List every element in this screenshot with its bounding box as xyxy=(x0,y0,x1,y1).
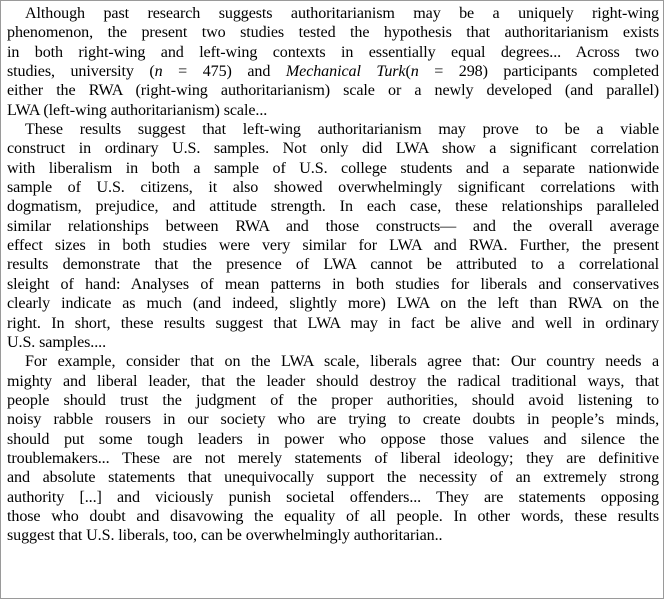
paragraph-3-line xyxy=(7,526,659,545)
paragraph-2-line xyxy=(7,236,659,255)
text-run: in both right-wing and left-wing contexts in essentially equal degrees... Across two xyxy=(7,43,659,61)
paragraph-3-line xyxy=(7,352,659,371)
paragraph-2-line xyxy=(7,255,659,274)
text-run: authority [...] and viciously punish societal offenders... They are statements opposing xyxy=(7,488,659,506)
paragraph-1-line xyxy=(7,101,659,120)
paragraph-3-line xyxy=(7,372,659,391)
text-run: should put some tough leaders in power who oppose those values and silence the xyxy=(7,430,659,448)
text-run: troublemakers... These are not merely statements of liberal ideology; they are definitive xyxy=(7,449,659,467)
excerpt-text xyxy=(7,4,659,546)
text-run: mighty and liberal leader, that the leader should destroy the radical traditional ways, that xyxy=(7,372,659,390)
text-run: = 298) participants completed xyxy=(418,63,659,81)
paragraph-1-line xyxy=(7,62,659,81)
paragraph-3-line xyxy=(7,391,659,410)
paragraph-1-line xyxy=(7,23,659,42)
paragraph-2-line xyxy=(7,275,659,294)
paragraph-3-line xyxy=(7,468,659,487)
paragraph-2-line xyxy=(7,178,659,197)
text-run: noisy rabble rousers in our society who are trying to create doubts in people’s minds, xyxy=(7,411,659,429)
paragraph-3-line xyxy=(7,430,659,449)
italic-run: n xyxy=(154,63,163,81)
text-run: LWA (left-wing authoritarianism) scale... xyxy=(7,101,268,119)
text-run: Although past research suggests authoritarianism may be a uniquely right-wing xyxy=(25,5,659,22)
text-run: ( xyxy=(405,63,411,81)
text-run: those who doubt and disavowing the equality of all people. In other words, these results xyxy=(7,507,659,525)
paragraph-1-line xyxy=(7,4,659,23)
paragraph-3-line xyxy=(7,449,659,468)
text-run: clearly indicate as much (and indeed, slightly more) LWA on the left than RWA on the xyxy=(7,295,659,313)
text-run: phenomenon, the present two studies tested the hypothesis that authoritarianism exists xyxy=(7,24,659,42)
text-run: construct in ordinary U.S. samples. Not only did LWA show a significant correlation xyxy=(7,140,659,158)
text-run: effect sizes in both studies were very similar for LWA and RWA. Further, the present xyxy=(7,237,659,255)
text-run: For example, consider that on the LWA scale, liberals agree that: Our country needs a xyxy=(25,353,659,371)
paragraph-2-line xyxy=(7,294,659,313)
italic-run: Mechanical Turk xyxy=(285,63,406,81)
text-run: suggest that U.S. liberals, too, can be overwhelmingly authoritarian.. xyxy=(7,527,443,545)
text-run: and absolute statements that unequivocally support the necessity of an extremely strong xyxy=(7,469,659,487)
paragraph-3-line xyxy=(7,488,659,507)
text-run: sleight of hand: Analyses of mean patterns in both studies for liberals and conservatives xyxy=(7,275,659,293)
text-run: sample of U.S. citizens, it also showed overwhelmingly significant correlations with xyxy=(7,179,659,197)
paragraph-2-line xyxy=(7,139,659,158)
paragraph-3-line xyxy=(7,410,659,429)
italic-run: n xyxy=(410,63,419,81)
text-run: right. In short, these results suggest that LWA may in fact be alive and well in ordinary xyxy=(7,314,659,332)
paragraph-2-line xyxy=(7,333,659,352)
paragraph-3-line xyxy=(7,507,659,526)
text-run: These results suggest that left-wing authoritarianism may prove to be a viable xyxy=(25,121,659,139)
text-run: U.S. samples.... xyxy=(7,333,106,351)
text-run: results demonstrate that the presence of LWA cannot be attributed to a correlational xyxy=(7,256,659,274)
paragraph-1-line xyxy=(7,43,659,62)
text-run: = 475) and xyxy=(162,63,286,81)
paragraph-2-line xyxy=(7,314,659,333)
text-run: dogmatism, prejudice, and attitude strength. In each case, these relationships paralleled xyxy=(7,198,659,216)
paragraph-1-line xyxy=(7,81,659,100)
text-run: either the RWA (right-wing authoritarianism) scale or a newly developed (and parallel) xyxy=(7,82,659,100)
text-run: studies, university ( xyxy=(7,63,155,81)
text-run: people should trust the judgment of the proper authorities, should avoid listening to xyxy=(7,391,659,409)
text-run: similar relationships between RWA and those constructs— and the overall average xyxy=(7,217,659,235)
paragraph-2-line xyxy=(7,159,659,178)
paragraph-2-line xyxy=(7,217,659,236)
paragraph-2-line xyxy=(7,120,659,139)
paragraph-2-line xyxy=(7,197,659,216)
text-run: with liberalism in both a sample of U.S. college students and a separate nationwide xyxy=(7,159,659,177)
